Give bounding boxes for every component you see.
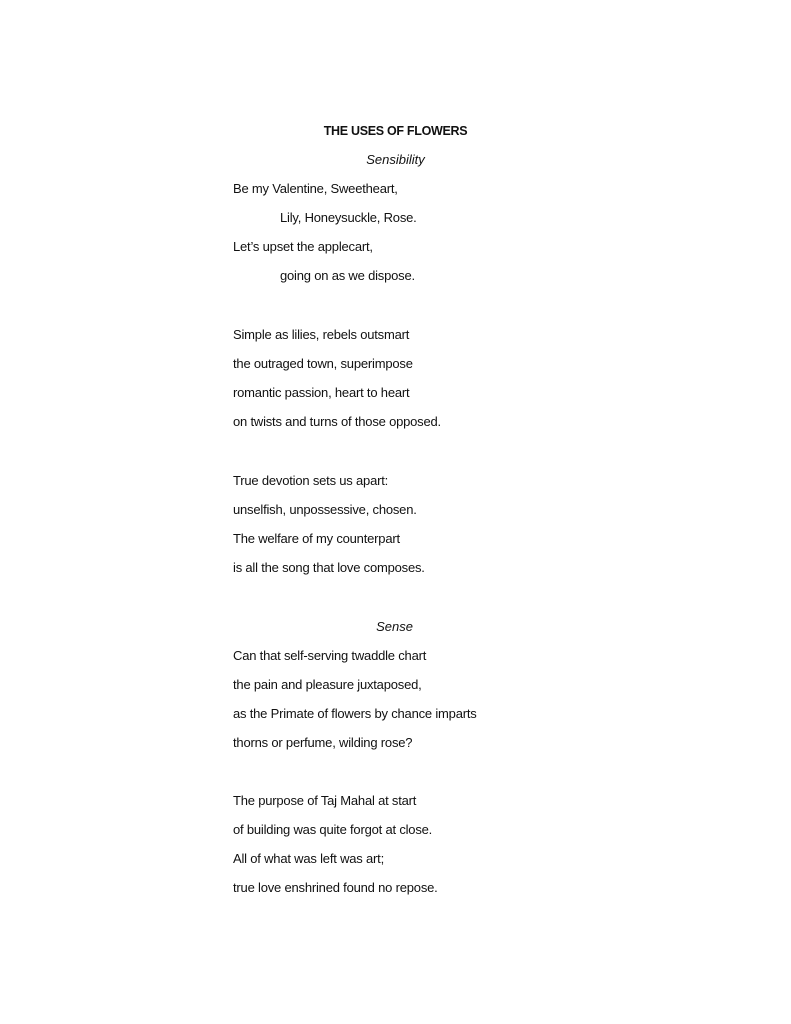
poem-title: THE USES OF FLOWERS bbox=[323, 124, 468, 138]
poem-line: thorns or perfume, wilding rose? bbox=[233, 735, 413, 750]
section-heading-text: Sensibility bbox=[366, 152, 425, 167]
poem-line: true love enshrined found no repose. bbox=[233, 880, 438, 895]
poem-line: Lily, Honeysuckle, Rose. bbox=[280, 210, 417, 225]
poem-line: The purpose of Taj Mahal at start bbox=[233, 793, 417, 808]
poem-line: the outraged town, superimpose bbox=[233, 356, 413, 371]
poem-line: unselfish, unpossessive, chosen. bbox=[233, 502, 417, 517]
poem-line: as the Primate of flowers by chance imparts bbox=[233, 706, 477, 721]
poem-line: Be my Valentine, Sweetheart, bbox=[233, 181, 398, 196]
poem-line: Let’s upset the applecart, bbox=[233, 239, 373, 254]
section-heading-sense bbox=[0, 618, 791, 636]
poem-line: Simple as lilies, rebels outsmart bbox=[233, 327, 410, 342]
section-heading-sensibility bbox=[0, 151, 791, 169]
poem-line: the pain and pleasure juxtaposed, bbox=[233, 677, 422, 692]
poem-line: romantic passion, heart to heart bbox=[233, 385, 410, 400]
section-heading-text: Sense bbox=[376, 619, 413, 634]
poem-line: of building was quite forgot at close. bbox=[233, 822, 433, 837]
poem-line: The welfare of my counterpart bbox=[233, 531, 400, 546]
poem-line: True devotion sets us apart: bbox=[233, 473, 389, 488]
poem-line: going on as we dispose. bbox=[280, 268, 415, 283]
poem-line: Can that self-serving twaddle chart bbox=[233, 648, 427, 663]
poem-line: on twists and turns of those opposed. bbox=[233, 414, 441, 429]
poem-line: is all the song that love composes. bbox=[233, 560, 425, 575]
poem-line: All of what was left was art; bbox=[233, 851, 384, 866]
